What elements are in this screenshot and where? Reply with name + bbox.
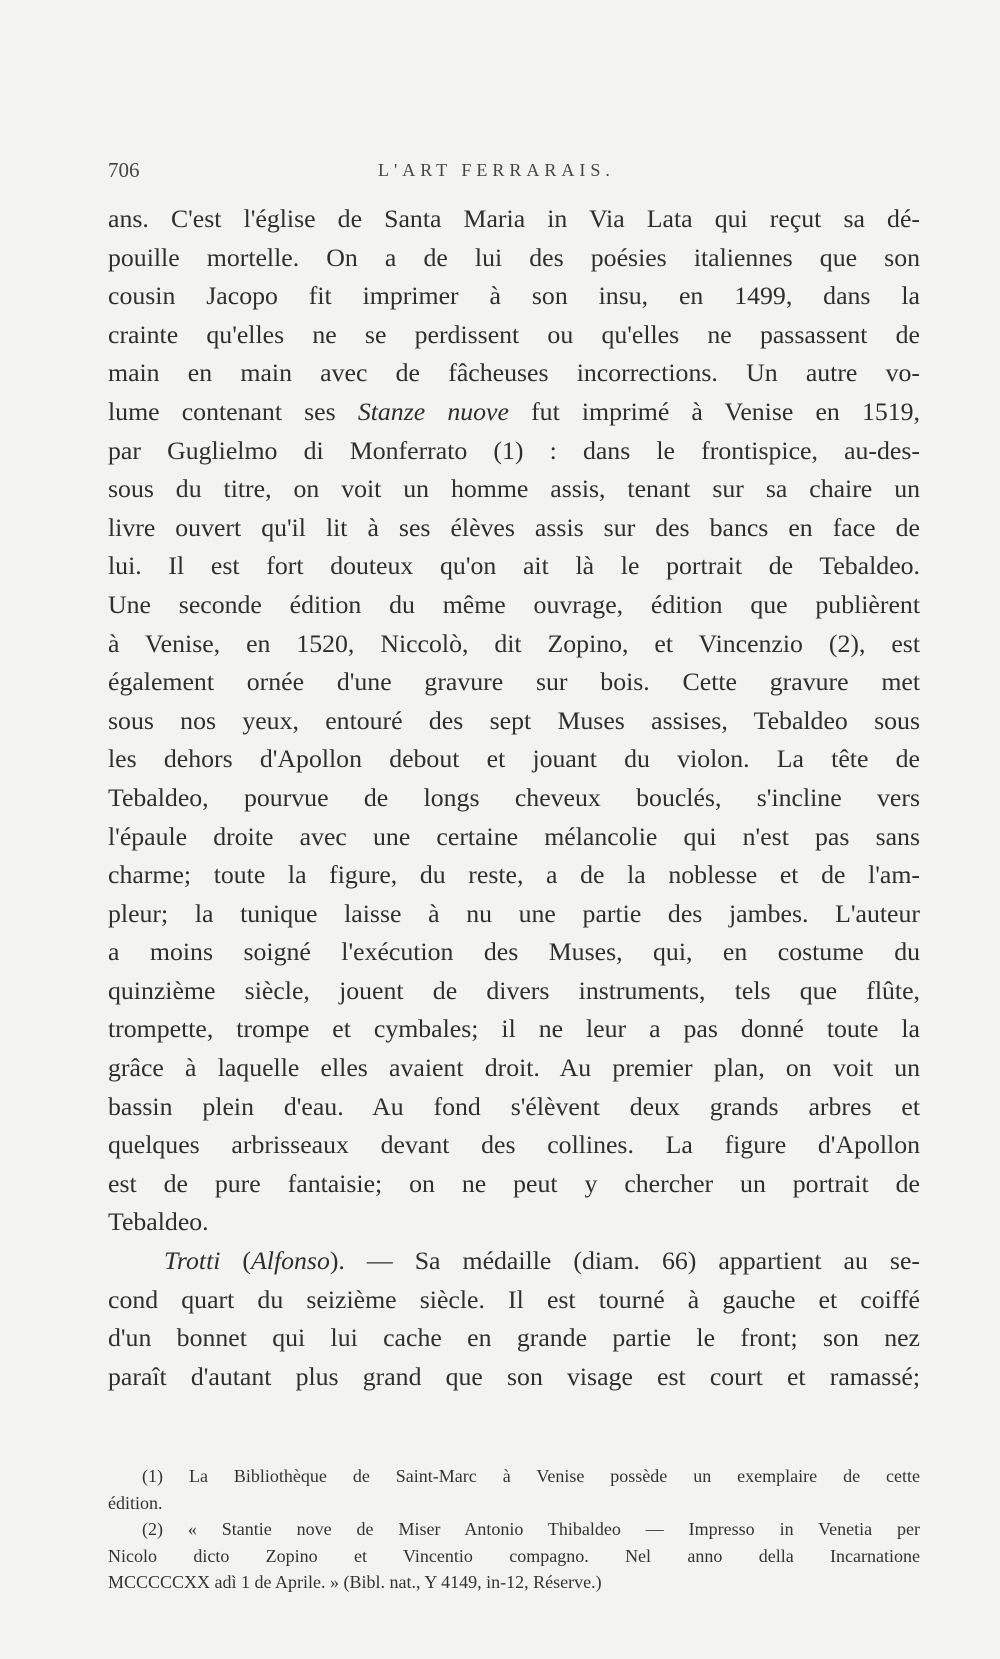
footnote-line: Nicolo dicto Zopino et Vincentio compagno. Nel anno della Incarnatione [108,1545,920,1566]
footnotes [108,1463,920,1596]
text-line: l'épaule droite avec une certaine mélancolie qui n'est pas sans [108,821,920,851]
text-line: bassin plein d'eau. Au fond s'élèvent deux grands arbres et [108,1091,920,1121]
text-line: par Guglielmo di Monferrato (1) : dans le frontispice, au-des- [108,435,920,465]
text-line: trompette, trompe et cymbales; il ne leur a pas donné toute la [108,1014,920,1044]
text-line: également ornée d'une gravure sur bois. Cette gravure met [108,667,920,697]
text-line: lui. Il est fort douteux qu'on ait là le portrait de Tebaldeo. [108,551,920,581]
text-line: main en main avec de fâcheuses incorrections. Un autre vo- [108,358,920,388]
text-run: fut imprimé à Venise en 1519, [531,396,920,426]
running-head [108,158,920,188]
text-line: charme; toute la figure, du reste, a de la noblesse et de l'am- [108,860,920,890]
italic-title: Stanze nuove [357,396,509,426]
text-line: Tebaldeo. [108,1207,209,1237]
footnote-line: (2) « Stantie nove de Miser Antonio Thibaldeo — Impresso in Venetia per [142,1519,920,1539]
footnote-line: MCCCCCXX adì 1 de Aprile. » (Bibl. nat., Y 4149, in-12, Réserve.) [108,1572,602,1592]
text-line: d'un bonnet qui lui cache en grande partie le front; son nez [108,1323,920,1353]
text-line: à Venise, en 1520, Niccolò, dit Zopino, et Vincenzio (2), est [108,628,920,658]
text-line: crainte qu'elles ne se perdissent ou qu'elles ne passassent de [108,319,920,349]
page-number: 706 [108,158,140,182]
text-line: a moins soigné l'exécution des Muses, qui, en costume du [108,937,920,967]
text-line: pleur; la tunique laisse à nu une partie des jambes. L'auteur [108,898,920,928]
text-run: ( [242,1246,252,1276]
footnote-line: édition. [108,1492,163,1513]
text-line: sous du titre, on voit un homme assis, tenant sur sa chaire un [108,474,920,504]
footnote-line: (1) La Bibliothèque de Saint-Marc à Venise possède un exemplaire de cette [142,1466,920,1486]
text-line: les dehors d'Apollon debout et jouant du violon. La tête de [108,744,920,774]
italic-name: Trotti [164,1246,221,1276]
text-line: Tebaldeo, pourvue de longs cheveux bouclés, s'incline vers [108,782,920,812]
text-line: ans. C'est l'église de Santa Maria in Via Lata qui reçut sa dé- [108,204,920,233]
text-line: cousin Jacopo fit imprimer à son insu, en 1499, dans la [108,281,920,311]
text-line: Une seconde édition du même ouvrage, édition que publièrent [108,589,920,619]
text-line [108,1242,920,1281]
text-line: paraît d'autant plus grand que son visage est court et ramassé; [108,1361,920,1391]
text-line: quelques arbrisseaux devant des collines. La figure d'Apollon [108,1130,920,1160]
text-line [108,393,920,432]
italic-name: Alfonso [251,1246,330,1276]
text-run: ). — Sa médaille (diam. 66) appartient au se- [329,1246,920,1276]
text-run: lume contenant ses [108,396,336,426]
body-text [108,200,920,1396]
text-line: quinzième siècle, jouent de divers instruments, tels que flûte, [108,975,920,1005]
text-line: est de pure fantaisie; on ne peut y chercher un portrait de [108,1168,920,1198]
text-line: cond quart du seizième siècle. Il est tourné à gauche et coiffé [108,1284,920,1314]
running-title: L'ART FERRARAIS. [378,160,615,180]
text-line: sous nos yeux, entouré des sept Muses assises, Tebaldeo sous [108,705,920,735]
text-line: livre ouvert qu'il lit à ses élèves assis sur des bancs en face de [108,512,920,542]
text-line: pouille mortelle. On a de lui des poésies italiennes que son [108,242,920,272]
text-line: grâce à laquelle elles avaient droit. Au premier plan, on voit un [108,1053,920,1083]
